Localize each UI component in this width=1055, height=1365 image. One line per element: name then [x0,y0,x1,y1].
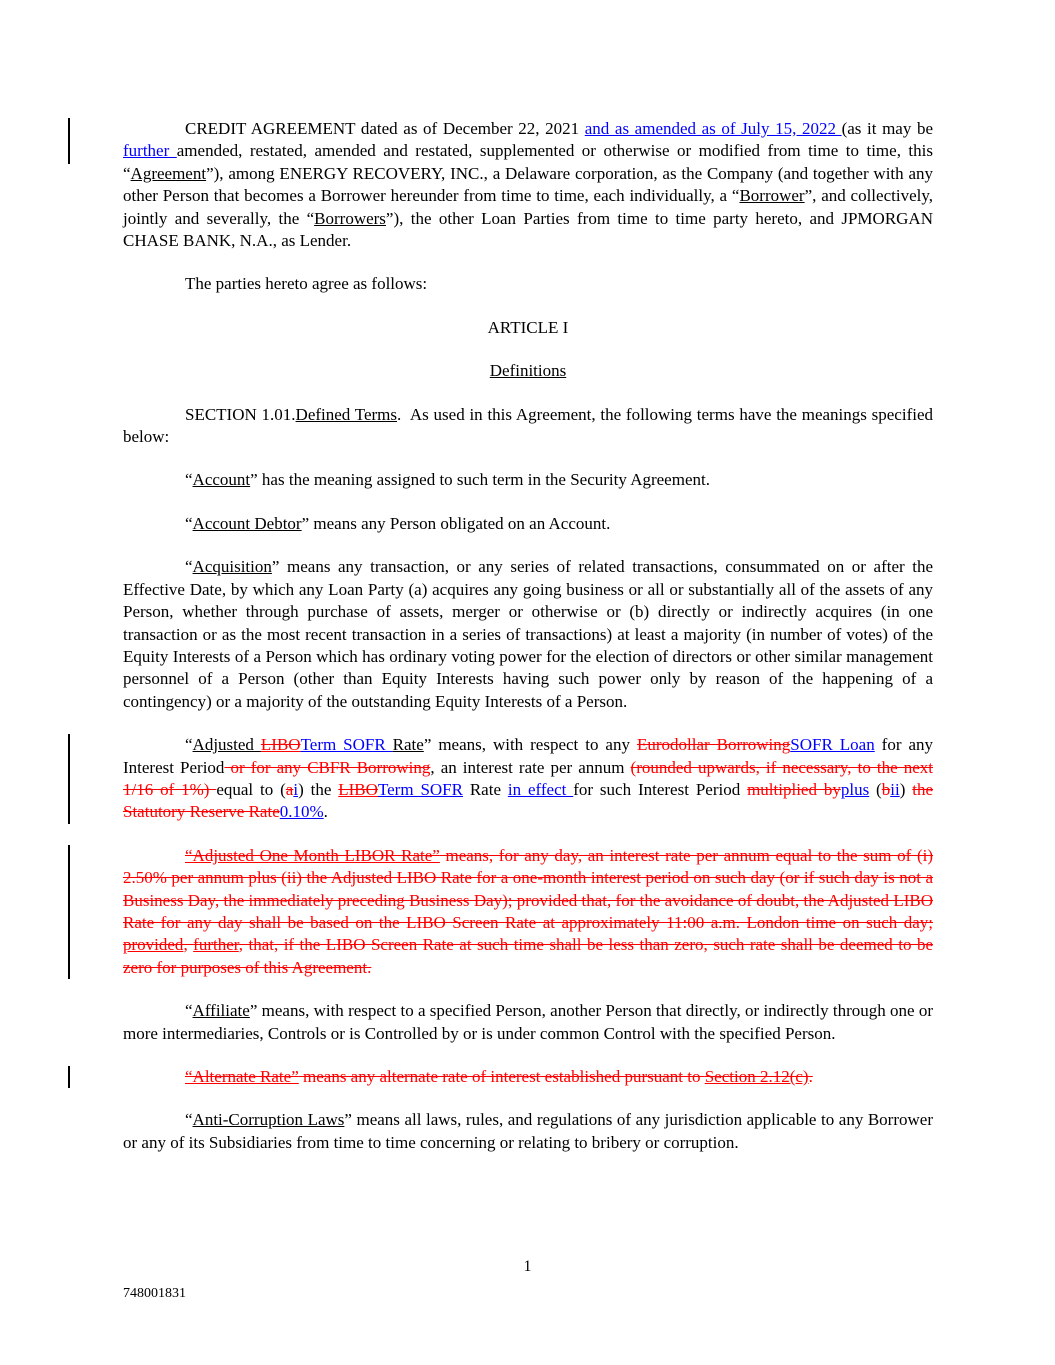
definition-account [123,469,933,491]
text-run: Borrower [739,186,805,206]
text-run: SECTION 1.01. [185,404,296,424]
text-run: Anti-Corruption Laws [192,1110,345,1130]
text-run: Account [192,470,251,490]
definition-acquisition [123,556,933,713]
inserted-text-run: 0.10% [279,802,324,822]
text-run: ( [869,779,882,799]
paragraph-section-1-01-defined-terms [123,404,933,449]
inserted-text-run: SOFR Loan [790,735,875,755]
text-run: . [323,802,328,822]
deleted-text-run: , [183,935,194,955]
page-number: 1 [523,1258,532,1275]
inserted-text-run: and as amended as of July 15, 2022 [584,119,842,138]
text-run: ” means any transaction, or any series of related transactions, consummated on or after the Effective Date, by which any Loan Party (a) acquires any going business or all or substantially all of the assets of any Person, whether through purchase of assets, merger or otherwise or (b) directly or indirectly acquires (in one transaction or as the most recent transaction in a series of transactions) at least a majority (in number of votes) of the Equity Interests of a Person which has ordinary voting power for the election of directors or other similar management personnel of a Person (other than Equity Interests having such power only by reason of the happening of a contingency) or a majority of the outstanding Equity Interests of a Person. [123,557,933,711]
text-run: “ [185,735,193,755]
text-run: Affiliate [192,1001,250,1021]
text-run: “ [185,470,193,490]
inserted-text-run: further [123,141,177,161]
deleted-text-run: means any alternate rate of interest established pursuant to [298,1067,705,1086]
definition-adjusted-term-sofr-rate [123,734,933,824]
deleted-text-run: b [881,779,891,799]
text-run: Borrowers [314,208,386,228]
text-run: , an interest rate per annum [430,757,631,777]
text-run: The parties hereto agree as follows: [185,274,428,294]
change-bar [68,1066,70,1088]
deleted-text-run: . [808,1067,813,1086]
deleted-text-run: , that, if the LIBO Screen Rate at such time shall be less than zero, such rate shall be deemed to be zero for purposes of this Agreement. [123,935,933,977]
document-body [123,118,933,1175]
deleted-text-run: “Adjusted One Month LIBOR Rate” [185,845,440,865]
text-run: Agreement [130,163,207,183]
inserted-text-run: i [293,779,299,799]
deleted-text-run: provided [123,935,184,955]
definition-anti-corruption-laws [123,1109,933,1154]
text-run: “ [185,1001,193,1021]
text-run: CREDIT AGREEMENT dated as of December 22, 2021 [185,119,585,138]
text-run: for such Interest Period [573,779,748,799]
text-run: Acquisition [192,557,272,577]
definition-alternate-rate-deleted [123,1066,933,1088]
text-run: ”, and collectively, jointly and severally, the “ [123,186,933,228]
definition-account-debtor [123,513,933,535]
text-run: Defined Terms [295,404,398,424]
text-run: amended, restated, amended and restated, supplemented or otherwise or modified from time to time, this “ [123,141,933,183]
text-run: ” means any Person obligated on an Account. [301,513,611,533]
inserted-text-run: Term SOFR [300,735,393,755]
doc-id-footer: 748001831 [123,1286,186,1301]
text-run: ” means, with respect to any [423,735,637,755]
inserted-text-run: Term SOFR [377,779,463,799]
deleted-text-run: (rounded upwards, if necessary, to the next 1/16 of 1%) [123,757,933,799]
text-run: Account Debtor [192,513,302,533]
deleted-text-run: LIBO [260,735,301,755]
change-bar [68,734,70,824]
heading-article-i: ARTICLE I [487,317,569,337]
text-run: (as it may be [841,119,933,138]
deleted-text-run: the Statutory Reserve Rate [123,779,934,822]
deleted-text-run: further [193,935,239,955]
change-bar [68,118,70,164]
paragraph-agree-clause [123,273,933,295]
text-run: for any Interest Period [123,735,933,777]
text-run: ” means all laws, rules, and regulations of any jurisdiction applicable to any Borrower or any of its Subsidiaries from time to time concerning or relating to bribery or corruption. [123,1110,933,1152]
paragraph-credit-agreement-intro [123,118,933,252]
inserted-text-run: plus [840,779,870,799]
heading-definitions: Definitions [489,361,567,381]
deleted-text-run: a [285,779,294,799]
inserted-text-run: ii [890,779,900,799]
text-run: ”), among ENERGY RECOVERY, INC., a Delaware corporation, as the Company (and together with any other Person that becomes a Borrower hereunder from time to time, each individually, a “ [123,163,933,206]
text-run: . As used in this Agreement, the following terms have the meanings specified below: [123,404,934,447]
change-bar [68,845,70,979]
deleted-text-run: “Alternate Rate” [185,1067,299,1086]
deleted-text-run: or for any CBFR Borrowing [224,757,431,777]
deleted-text-run: multiplied by [747,779,841,799]
text-run: “ [185,557,193,577]
text-run: Rate [462,779,508,799]
text-run: “ [185,513,193,533]
definition-affiliate [123,1000,933,1045]
deleted-text-run: means, for any day, an interest rate per annum equal to the sum of (i) 2.50% per annum plus (ii) the Adjusted LIBO Rate for a one-month interest period on such day (or if such day is not a Business Day, the immediately preceding Business Day); provided that, for the avoidance of doubt, the Adjusted LIBO Rate for any day shall be based on the LIBO Screen Rate at approximately 11:00 a.m. London time on such day; [123,845,934,932]
text-run: equal to ( [216,779,286,799]
deleted-text-run: Eurodollar Borrowing [636,735,791,755]
text-run: Rate [392,735,424,755]
deleted-text-run: LIBO [338,779,378,799]
text-run: ) the [298,779,339,799]
text-run: Adjusted [192,735,261,755]
inserted-text-run: in effect [507,779,574,799]
text-run: ” means, with respect to a specified Person, another Person that directly, or indirectly through one or more intermediaries, Controls or is Controlled by or is under common Control with the specified Person. [123,1001,933,1043]
definition-adjusted-one-month-libor-rate-deleted [123,845,933,979]
text-run: ”), the other Loan Parties from time to time party hereto, and JPMORGAN CHASE BANK, N.A., as Lender. [123,208,933,251]
text-run: “ [185,1110,193,1130]
deleted-text-run: Section 2.12(c) [704,1067,809,1086]
text-run: ” has the meaning assigned to such term in the Security Agreement. [250,470,710,490]
text-run: ) [899,779,913,799]
